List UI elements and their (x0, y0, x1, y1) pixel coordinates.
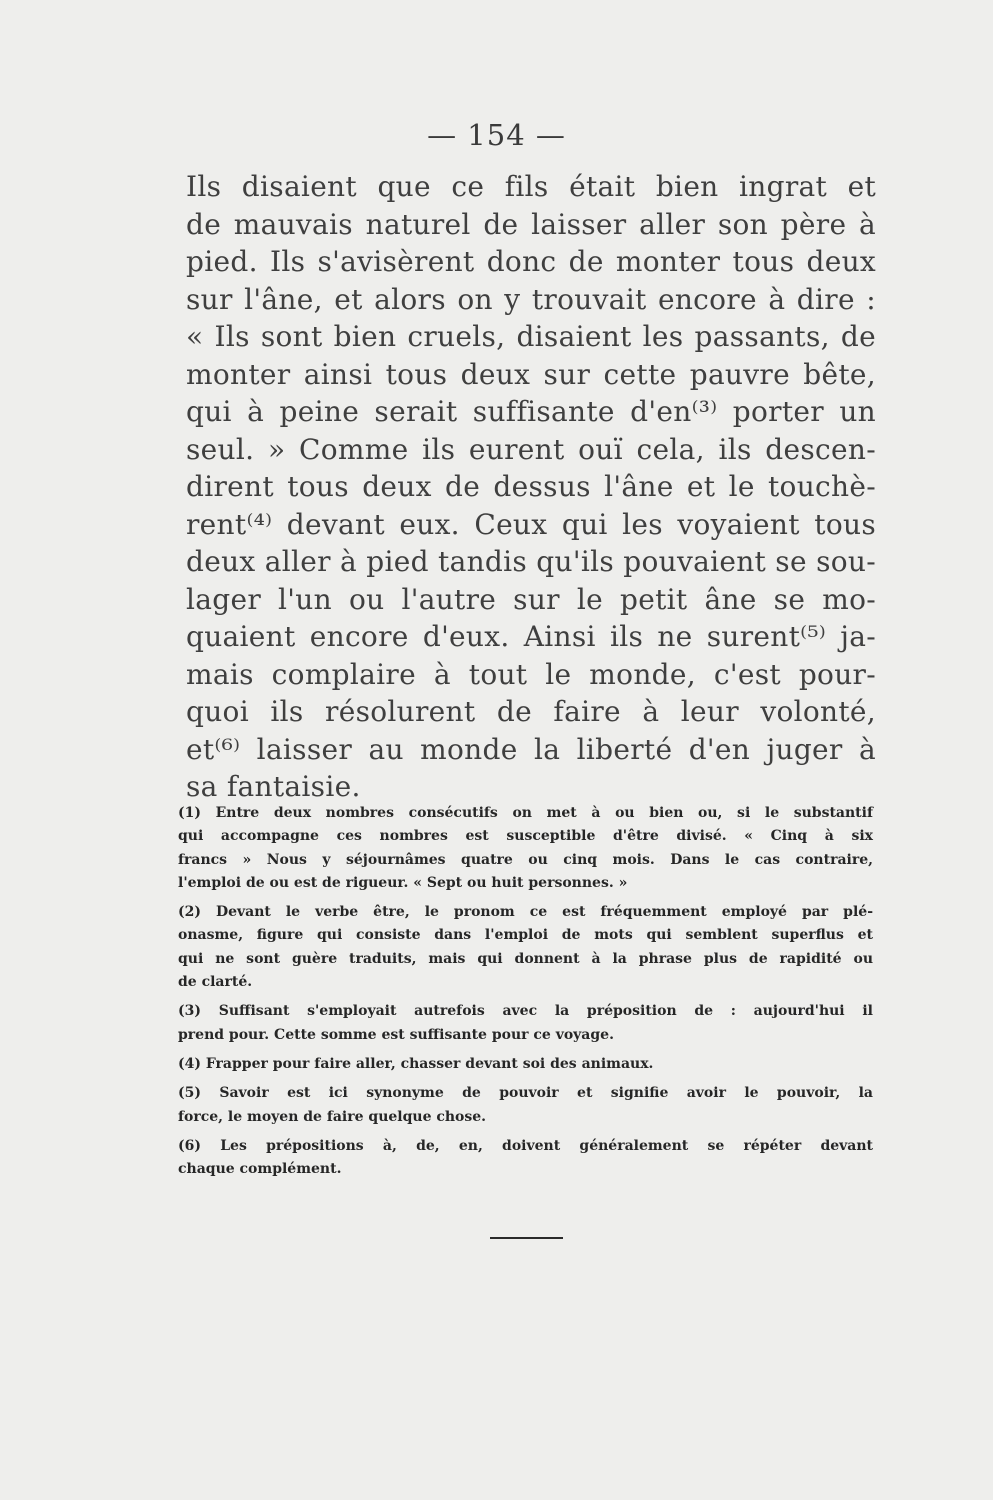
footnote-2-line: onasme, figure qui consiste dans l'emploi de mots qui semblent superflus et (178, 927, 873, 944)
body-line: pied. Ils s'avisèrent donc de monter tous deux (186, 245, 876, 278)
body-line: rent⁽⁴⁾ devant eux. Ceux qui les voyaient tous (186, 507, 876, 541)
footnotes (178, 802, 873, 1181)
body-line: sa fantaisie. (186, 770, 361, 803)
footnote-5-line: (5) Savoir est ici synonyme de pouvoir et signifie avoir le pouvoir, la (178, 1085, 873, 1102)
footnote-2-line: (2) Devant le verbe être, le pronom ce est fréquemment employé par plé- (178, 904, 873, 921)
body-line: « Ils sont bien cruels, disaient les passants, de (186, 320, 876, 353)
footnote-1-line: qui accompagne ces nombres est susceptible d'être divisé. « Cinq à six (178, 828, 873, 845)
footnote-1-line: (1) Entre deux nombres consécutifs on met à ou bien ou, si le substantif (178, 805, 873, 821)
body-line: quaient encore d'eux. Ainsi ils ne surent⁽⁵⁾ ja- (186, 620, 876, 653)
body-line: dirent tous deux de dessus l'âne et le touchè- (186, 470, 876, 503)
body-line: sur l'âne, et alors on y trouvait encore à dire : (186, 282, 876, 316)
body-text (186, 168, 876, 806)
end-rule (490, 1237, 563, 1239)
footnote-2-line: de clarté. (178, 974, 253, 991)
body-line: lager l'un ou l'autre sur le petit âne se mo- (186, 582, 876, 616)
body-line: et⁽⁶⁾ laisser au monde la liberté d'en juger à (186, 732, 876, 766)
footnote-5-line: force, le moyen de faire quelque chose. (178, 1108, 487, 1125)
footnote-4-line: (4) Frapper pour faire aller, chasser devant soi des animaux. (178, 1055, 654, 1072)
footnote-3-line: prend pour. Cette somme est suffisante pour ce voyage. (178, 1026, 614, 1043)
body-line: de mauvais naturel de laisser aller son père à (186, 207, 876, 241)
footnote-6-line: chaque complément. (178, 1161, 342, 1178)
footnote-6-line: (6) Les prépositions à, de, en, doivent généralement se répéter devant (178, 1137, 873, 1154)
body-line: qui à peine serait suffisante d'en⁽³⁾ porter un (186, 395, 876, 428)
body-line: Ils disaient que ce fils était bien ingrat et (186, 170, 876, 203)
body-line: mais complaire à tout le monde, c'est pour- (186, 657, 876, 691)
footnote-2-line: qui ne sont guère traduits, mais qui donnent à la phrase plus de rapidité ou (178, 950, 873, 967)
footnote-1-line: l'emploi de ou est de rigueur. « Sept ou huit personnes. » (178, 874, 628, 891)
page-number: — 154 — (427, 118, 566, 152)
body-line: seul. » Comme ils eurent ouï cela, ils descen- (186, 432, 876, 466)
body-line: monter ainsi tous deux sur cette pauvre bête, (186, 357, 876, 391)
footnote-1-line: francs » Nous y séjournâmes quatre ou cinq mois. Dans le cas contraire, (178, 851, 873, 868)
footnote-3-line: (3) Suffisant s'employait autrefois avec la préposition de : aujourd'hui il (178, 1003, 873, 1020)
body-line: deux aller à pied tandis qu'ils pouvaient se sou- (186, 545, 876, 578)
body-line: quoi ils résolurent de faire à leur volonté, (186, 695, 876, 728)
